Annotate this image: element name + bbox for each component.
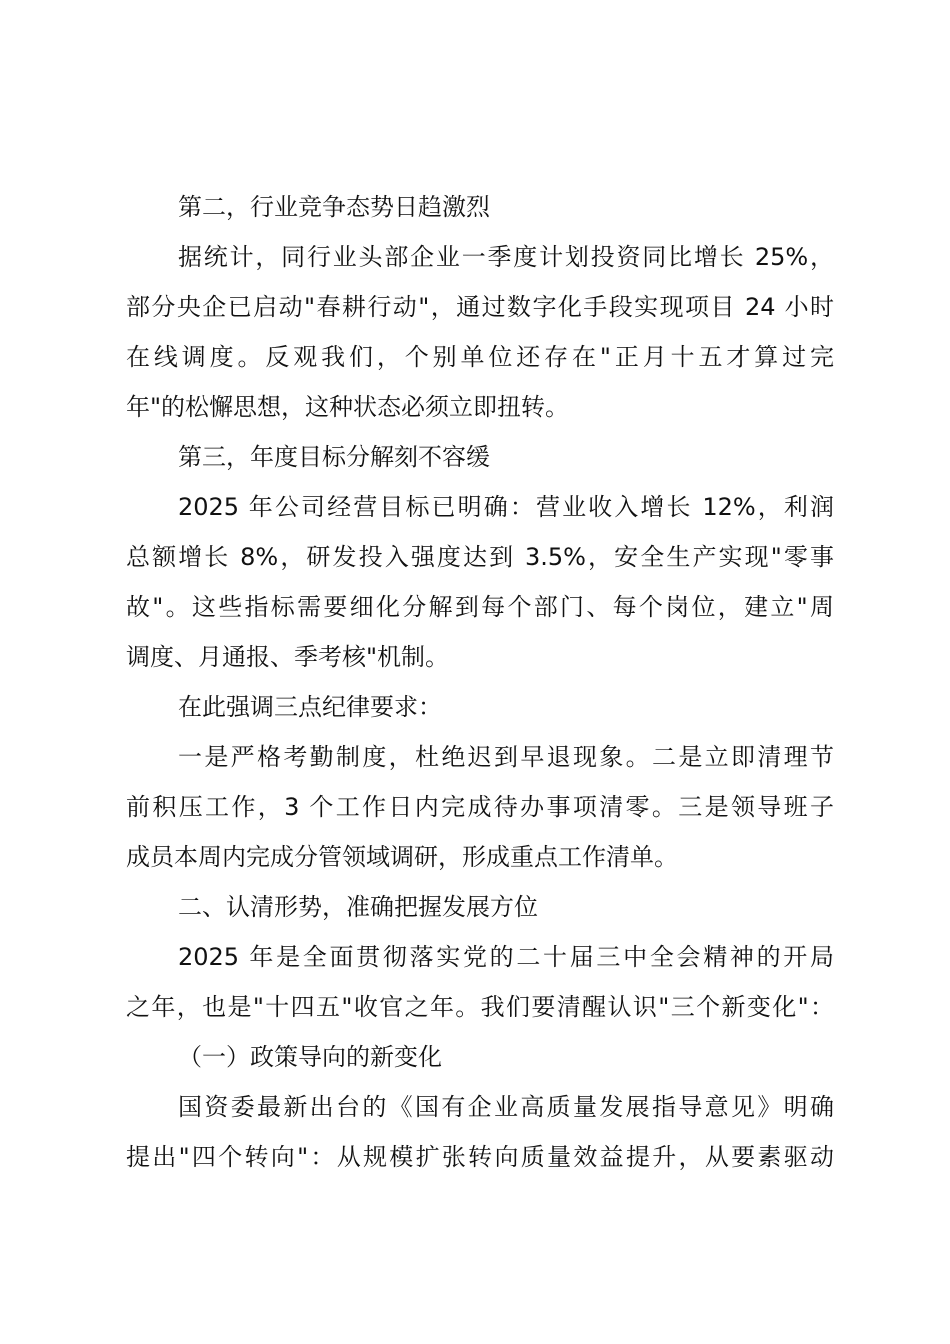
heading-discipline: 在此强调三点纪律要求： [178,693,442,721]
heading-policy-changes: （一）政策导向的新变化 [178,1043,442,1071]
heading-annual-targets: 第三，年度目标分解刻不容缓 [178,443,490,471]
heading-section-two: 二、认清形势，准确把握发展方位 [178,893,538,921]
paragraph-line: 总额增长 8%，研发投入强度达到 3.5%，安全生产实现"零事 [126,543,834,571]
paragraph-line: 成员本周内完成分管领域调研，形成重点工作清单。 [126,843,678,871]
paragraph-line: 之年，也是"十四五"收官之年。我们要清醒认识"三个新变化"： [126,993,834,1021]
paragraph-line: 年"的松懈思想，这种状态必须立即扭转。 [126,393,570,421]
paragraph-line: 一是严格考勤制度，杜绝迟到早退现象。二是立即清理节 [178,743,834,771]
paragraph-line: 前积压工作，3 个工作日内完成待办事项清零。三是领导班子 [126,793,834,821]
paragraph-line: 据统计，同行业头部企业一季度计划投资同比增长 25%， [178,243,834,271]
paragraph-line: 提出"四个转向"：从规模扩张转向质量效益提升，从要素驱动 [126,1143,834,1171]
paragraph-line: 故"。这些指标需要细化分解到每个部门、每个岗位，建立"周 [126,593,834,621]
paragraph-line: 在线调度。反观我们，个别单位还存在"正月十五才算过完 [126,343,834,371]
paragraph-line: 2025 年是全面贯彻落实党的二十届三中全会精神的开局 [178,943,834,971]
paragraph-line: 调度、月通报、季考核"机制。 [126,643,450,671]
heading-competition: 第二，行业竞争态势日趋激烈 [178,193,490,221]
paragraph-line: 2025 年公司经营目标已明确：营业收入增长 12%，利润 [178,493,834,521]
document-body [126,182,834,1182]
paragraph-line: 国资委最新出台的《国有企业高质量发展指导意见》明确 [178,1093,834,1121]
paragraph-line: 部分央企已启动"春耕行动"，通过数字化手段实现项目 24 小时 [126,293,834,321]
